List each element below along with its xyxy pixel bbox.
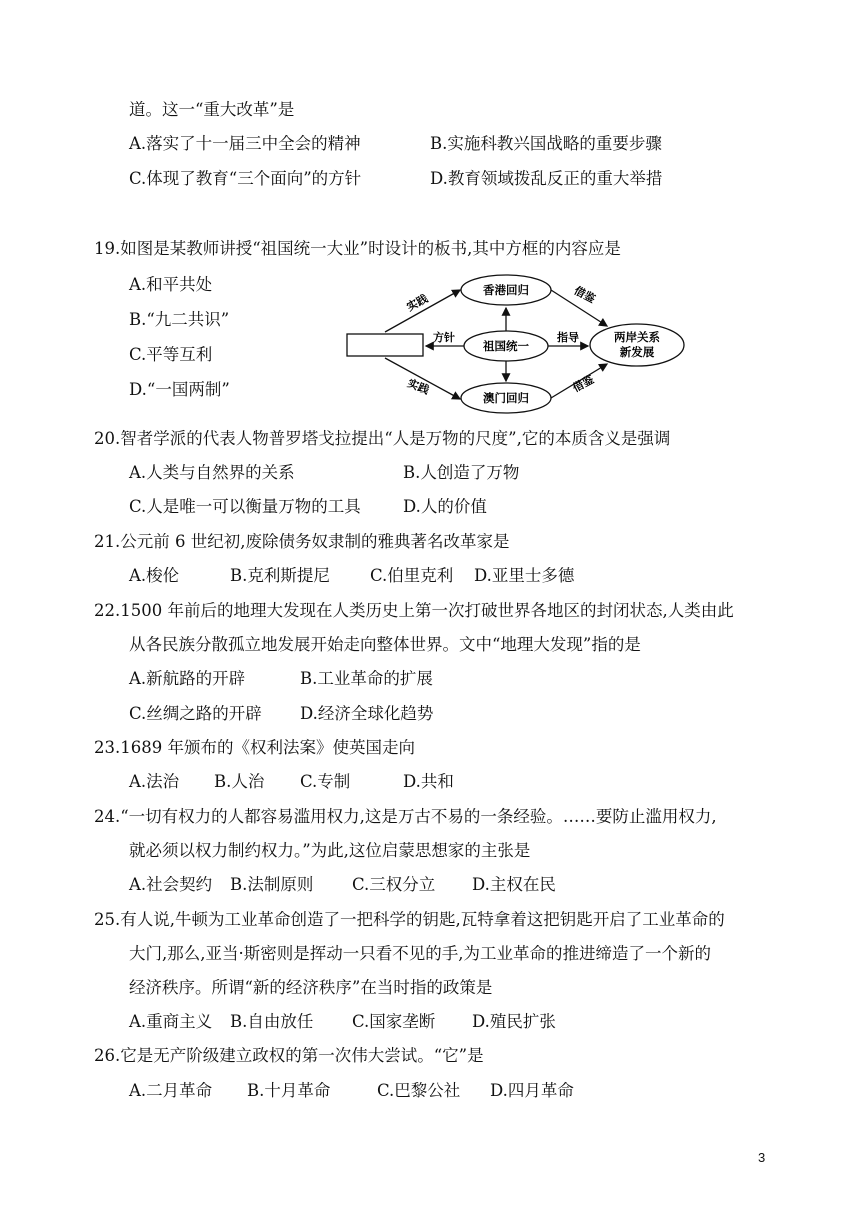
q24-option-b: B.法制原则 (230, 875, 314, 894)
q24-stem-line-2: 就必须以权力制约权力。”为此,这位启蒙思想家的主张是 (129, 841, 531, 860)
q21-option-b: B.克利斯提尼 (230, 566, 330, 585)
q18-option-a: A.落实了十一届三中全会的精神 (129, 134, 361, 153)
q22-stem-line-1: 22.1500 年前后的地理大发现在人类历史上第一次打破世界各地区的封闭状态,人类由此 (94, 601, 734, 620)
q19-option-b: B.“九二共识” (129, 310, 230, 329)
q25-option-d: D.殖民扩张 (472, 1012, 556, 1031)
q24-option-c: C.三权分立 (352, 875, 436, 894)
q18-option-c: C.体现了教育“三个面向”的方针 (129, 169, 362, 188)
page-number: 3 (758, 1150, 766, 1165)
q25-stem-line-2: 大门,那么,亚当·斯密则是挥动一只看不见的手,为工业革命的推进缔造了一个新的 (129, 944, 711, 963)
q20-option-a: A.人类与自然界的关系 (129, 463, 295, 482)
node-center-label: 祖国统一 (483, 339, 529, 353)
q21-option-c: C.伯里克利 (370, 566, 454, 585)
node-top-label: 香港回归 (483, 283, 529, 297)
q23-option-b: B.人治 (214, 772, 265, 791)
blank-answer-box (347, 334, 423, 356)
node-bottom-label: 澳门回归 (483, 391, 529, 405)
q24-option-a: A.社会契约 (129, 875, 213, 894)
q18-stem-tail: 道。这一“重大改革”是 (129, 100, 295, 119)
node-right-label-1: 两岸关系 (614, 330, 660, 344)
q25-stem-line-3: 经济秩序。所谓“新的经济秩序”在当时指的政策是 (129, 978, 493, 997)
q21-option-a: A.梭伦 (129, 566, 180, 585)
edge-label-jiejian-bottom: 借鉴 (570, 373, 597, 395)
q18-option-b: B.实施科教兴国战略的重要步骤 (430, 134, 662, 153)
node-right-label-2: 新发展 (619, 345, 655, 359)
q25-option-b: B.自由放任 (230, 1012, 314, 1031)
q19-option-a: A.和平共处 (129, 275, 213, 294)
q26-option-a: A.二月革命 (129, 1081, 213, 1100)
edge-label-jiejian-top: 借鉴 (571, 284, 598, 306)
q22-option-c: C.丝绸之路的开辟 (129, 704, 262, 723)
edge-label-zhidao: 指导 (557, 331, 579, 344)
q22-option-b: B.工业革命的扩展 (300, 669, 433, 688)
q20-option-c: C.人是唯一可以衡量万物的工具 (129, 497, 361, 516)
q26-option-b: B.十月革命 (247, 1081, 331, 1100)
q26-stem: 26.它是无产阶级建立政权的第一次伟大尝试。“它”是 (94, 1046, 484, 1065)
q20-stem: 20.智者学派的代表人物普罗塔戈拉提出“人是万物的尺度”,它的本质含义是强调 (94, 429, 671, 448)
edge-label-shijian-top: 实践 (404, 292, 431, 314)
q25-option-c: C.国家垄断 (352, 1012, 436, 1031)
q24-stem-line-1: 24.“一切有权力的人都容易滥用权力,这是万古不易的一条经验。……要防止滥用权力, (94, 807, 717, 826)
q26-option-c: C.巴黎公社 (377, 1081, 461, 1100)
q19-option-d: D.“一国两制” (129, 380, 230, 399)
reunification-diagram (345, 268, 690, 416)
edge-label-shijian-bottom: 实践 (405, 376, 431, 397)
q22-option-a: A.新航路的开辟 (129, 669, 246, 688)
q19-option-c: C.平等互利 (129, 345, 213, 364)
q25-option-a: A.重商主义 (129, 1012, 213, 1031)
q23-stem: 23.1689 年颁布的《权利法案》使英国走向 (94, 738, 415, 757)
q20-option-d: D.人的价值 (403, 497, 487, 516)
q18-option-d: D.教育领域拨乱反正的重大举措 (430, 169, 663, 188)
q20-option-b: B.人创造了万物 (403, 463, 520, 482)
q24-option-d: D.主权在民 (472, 875, 556, 894)
q25-stem-line-1: 25.有人说,牛顿为工业革命创造了一把科学的钥匙,瓦特拿着这把钥匙开启了工业革命的 (94, 910, 725, 929)
q21-option-d: D.亚里士多德 (474, 566, 575, 585)
q22-stem-line-2: 从各民族分散孤立地发展开始走向整体世界。文中“地理大发现”指的是 (129, 635, 641, 654)
q19-stem: 19.如图是某教师讲授“祖国统一大业”时设计的板书,其中方框的内容应是 (94, 239, 621, 258)
q23-option-d: D.共和 (403, 772, 454, 791)
q23-option-c: C.专制 (300, 772, 351, 791)
q21-stem: 21.公元前 6 世纪初,废除债务奴隶制的雅典著名改革家是 (94, 532, 510, 551)
q23-option-a: A.法治 (129, 772, 180, 791)
q22-option-d: D.经济全球化趋势 (300, 704, 434, 723)
q26-option-d: D.四月革命 (490, 1081, 574, 1100)
edge-label-fangzhen: 方针 (433, 331, 455, 344)
